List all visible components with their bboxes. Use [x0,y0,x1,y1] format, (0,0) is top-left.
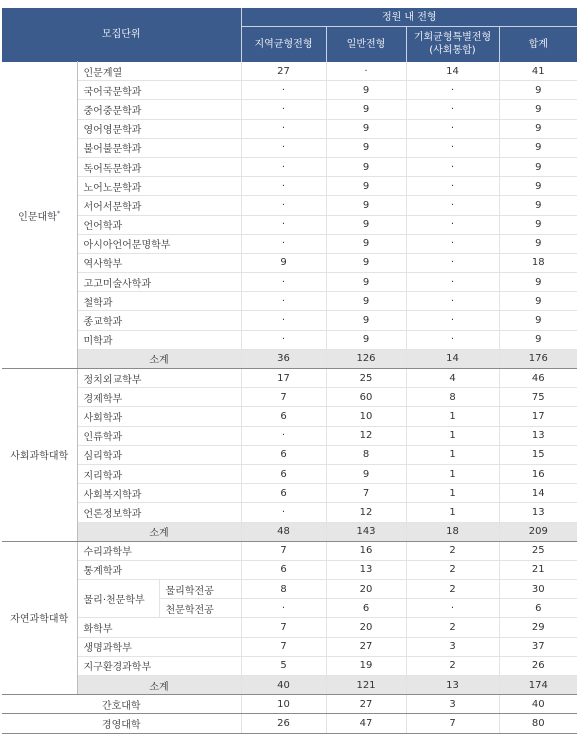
value-cell: 40 [499,695,577,714]
value-cell: 9 [326,138,406,157]
value-cell: 29 [499,618,577,637]
table-row [2,177,577,196]
value-cell: 27 [241,62,326,81]
value-cell: 3 [406,637,499,656]
value-cell: 1 [406,445,499,464]
subtotal-row [2,676,577,695]
value-cell: 8 [241,580,326,599]
college-name [2,62,77,369]
value-cell: 9 [326,177,406,196]
value-cell: 9 [499,311,577,330]
value-cell: 7 [406,714,499,733]
department-name: 지구환경과학부 [77,656,241,675]
department-name: 철학과 [77,292,241,311]
value-cell: 4 [406,369,499,388]
department-name: 인류학과 [77,426,241,445]
value-cell: · [241,138,326,157]
department-name: 노어노문학과 [77,177,241,196]
value-cell: 9 [326,157,406,176]
value-cell: 2 [406,656,499,675]
table-row [2,119,577,138]
value-cell: · [406,81,499,100]
value-cell: · [406,599,499,618]
value-cell: 17 [241,369,326,388]
department-name: 정치외교학부 [77,369,241,388]
department-name: 국어국문학과 [77,81,241,100]
value-cell: 9 [326,311,406,330]
value-cell: · [241,100,326,119]
value-cell: 1 [406,426,499,445]
department-name: 중어중문학과 [77,100,241,119]
department-name: 언어학과 [77,215,241,234]
value-cell: 13 [499,503,577,522]
value-cell: 6 [241,407,326,426]
value-cell: 1 [406,484,499,503]
table-row [2,388,577,407]
value-cell: 26 [241,714,326,733]
value-cell: 174 [499,676,577,695]
value-cell: 9 [499,81,577,100]
value-cell: · [241,119,326,138]
department-name: 역사학부 [77,253,241,272]
department-name: 인문계열 [77,62,241,81]
value-cell: 16 [326,541,406,560]
value-cell: 3 [406,695,499,714]
table-row [2,81,577,100]
college-name: 간호대학 [2,695,241,714]
value-cell: 47 [326,714,406,733]
department-name: 통계학과 [77,560,241,579]
department-name: 독어독문학과 [77,157,241,176]
value-cell: 7 [241,637,326,656]
table-row [2,369,577,388]
table-row [2,695,577,714]
table-row [2,100,577,119]
value-cell: · [406,138,499,157]
department-name: 고고미술사학과 [77,273,241,292]
value-cell: 19 [326,656,406,675]
value-cell: · [241,311,326,330]
header-col-regional: 지역균형전형 [241,27,326,62]
value-cell: · [406,100,499,119]
table-row [2,157,577,176]
value-cell: 9 [326,119,406,138]
table-row [2,541,577,560]
value-cell: · [241,196,326,215]
value-cell: 15 [499,445,577,464]
college-label: 인문대학 [18,211,57,223]
value-cell: 10 [241,695,326,714]
value-cell: · [241,157,326,176]
value-cell: 14 [406,349,499,368]
value-cell: 27 [326,637,406,656]
value-cell: 7 [326,484,406,503]
value-cell: 9 [241,253,326,272]
table-row [2,618,577,637]
value-cell: 41 [499,62,577,81]
value-cell: 27 [326,695,406,714]
value-cell: 9 [326,215,406,234]
value-cell: 9 [499,292,577,311]
value-cell: 1 [406,464,499,483]
value-cell: 48 [241,522,326,541]
value-cell: 13 [406,676,499,695]
value-cell: 12 [326,426,406,445]
value-cell: 6 [241,445,326,464]
value-cell: · [406,311,499,330]
value-cell: 1 [406,407,499,426]
header-col-total: 합계 [499,27,577,62]
department-name: 수리과학부 [77,541,241,560]
value-cell: 9 [499,234,577,253]
subtotal-label: 소계 [77,522,241,541]
department-name: 사회복지학과 [77,484,241,503]
value-cell: · [406,177,499,196]
value-cell: 13 [499,426,577,445]
header-group: 정원 내 전형 [241,8,577,27]
value-cell: 30 [499,580,577,599]
value-cell: 14 [406,62,499,81]
value-cell: 17 [499,407,577,426]
college-name: 경영대학 [2,714,241,733]
value-cell: 40 [241,676,326,695]
major-name: 천문학전공 [159,599,241,618]
value-cell: 9 [326,81,406,100]
table-row [2,580,577,599]
department-name: 화학부 [77,618,241,637]
header-col-opportunity: 기회균형특별전형 (사회통합) [406,27,499,62]
college-name [2,369,77,542]
value-cell: 25 [326,369,406,388]
value-cell: 37 [499,637,577,656]
value-cell: · [406,253,499,272]
value-cell: 6 [326,599,406,618]
value-cell: · [406,196,499,215]
department-name: 서어서문학과 [77,196,241,215]
subtotal-row [2,349,577,368]
value-cell: 9 [326,100,406,119]
table-row [2,445,577,464]
table-body [2,62,577,734]
value-cell: · [326,62,406,81]
value-cell: 16 [499,464,577,483]
value-cell: 9 [499,177,577,196]
value-cell: 5 [241,656,326,675]
value-cell: 20 [326,618,406,637]
table-row [2,311,577,330]
value-cell: 9 [326,234,406,253]
table-row [2,215,577,234]
department-name: 미학과 [77,330,241,349]
value-cell: · [241,177,326,196]
header-col-general: 일반전형 [326,27,406,62]
value-cell: 36 [241,349,326,368]
value-cell: 2 [406,580,499,599]
value-cell: · [241,426,326,445]
footnote-mark: * [56,209,61,218]
value-cell: 26 [499,656,577,675]
department-name: 언론정보학과 [77,503,241,522]
table-row [2,407,577,426]
value-cell: · [406,273,499,292]
value-cell: 6 [241,484,326,503]
table-row [2,503,577,522]
table-row [2,292,577,311]
value-cell: 6 [241,560,326,579]
value-cell: 75 [499,388,577,407]
table-row [2,464,577,483]
value-cell: 9 [326,273,406,292]
table-row [2,138,577,157]
admission-quota-table [2,8,577,734]
value-cell: 9 [499,138,577,157]
value-cell: 176 [499,349,577,368]
value-cell: · [241,81,326,100]
value-cell: 13 [326,560,406,579]
value-cell: 7 [241,541,326,560]
value-cell: 7 [241,388,326,407]
value-cell: 209 [499,522,577,541]
value-cell: 9 [499,273,577,292]
value-cell: · [241,292,326,311]
value-cell: 18 [406,522,499,541]
value-cell: · [406,215,499,234]
table-row [2,273,577,292]
value-cell: · [406,157,499,176]
value-cell: 9 [499,100,577,119]
value-cell: 9 [499,215,577,234]
value-cell: 10 [326,407,406,426]
value-cell: · [241,330,326,349]
value-cell: 1 [406,503,499,522]
table-row [2,714,577,733]
value-cell: 7 [241,618,326,637]
subtotal-label: 소계 [77,349,241,368]
value-cell: 9 [499,330,577,349]
department-name: 생명과학부 [77,637,241,656]
value-cell: 60 [326,388,406,407]
value-cell: 80 [499,714,577,733]
college-name [2,541,77,695]
department-name: 불어불문학과 [77,138,241,157]
value-cell: 9 [499,157,577,176]
value-cell: 14 [499,484,577,503]
value-cell: · [406,292,499,311]
table-row [2,234,577,253]
value-cell: · [241,215,326,234]
value-cell: 20 [326,580,406,599]
value-cell: 9 [326,292,406,311]
value-cell: 9 [326,464,406,483]
value-cell: · [241,503,326,522]
value-cell: 8 [406,388,499,407]
value-cell: · [406,330,499,349]
value-cell: · [406,119,499,138]
table-row [2,196,577,215]
table-row [2,62,577,81]
value-cell: · [241,273,326,292]
value-cell: 12 [326,503,406,522]
table-row [2,560,577,579]
value-cell: 143 [326,522,406,541]
department-group-name: 물리·천문학부 [77,580,159,618]
department-name: 심리학과 [77,445,241,464]
value-cell: 9 [499,119,577,138]
value-cell: 9 [326,253,406,272]
value-cell: 2 [406,618,499,637]
value-cell: 2 [406,541,499,560]
table-row [2,637,577,656]
value-cell: 6 [499,599,577,618]
department-name: 아시아언어문명학부 [77,234,241,253]
table-row [2,330,577,349]
department-name: 종교학과 [77,311,241,330]
value-cell: 46 [499,369,577,388]
department-name: 지리학과 [77,464,241,483]
subtotal-label: 소계 [77,676,241,695]
table-row [2,426,577,445]
department-name: 사회학과 [77,407,241,426]
major-name: 물리학전공 [159,580,241,599]
value-cell: · [406,234,499,253]
table-row [2,253,577,272]
value-cell: 9 [499,196,577,215]
header-unit: 모집단위 [2,8,241,62]
college-label: 자연과학대학 [10,614,69,626]
value-cell: 18 [499,253,577,272]
subtotal-row [2,522,577,541]
value-cell: 9 [326,196,406,215]
value-cell: 126 [326,349,406,368]
college-label: 사회과학대학 [10,451,69,463]
value-cell: 121 [326,676,406,695]
value-cell: · [241,599,326,618]
value-cell: 2 [406,560,499,579]
table-row [2,484,577,503]
table-row [2,656,577,675]
value-cell: · [241,234,326,253]
value-cell: 9 [326,330,406,349]
department-name: 영어영문학과 [77,119,241,138]
value-cell: 6 [241,464,326,483]
department-name: 경제학부 [77,388,241,407]
value-cell: 8 [326,445,406,464]
value-cell: 25 [499,541,577,560]
value-cell: 21 [499,560,577,579]
